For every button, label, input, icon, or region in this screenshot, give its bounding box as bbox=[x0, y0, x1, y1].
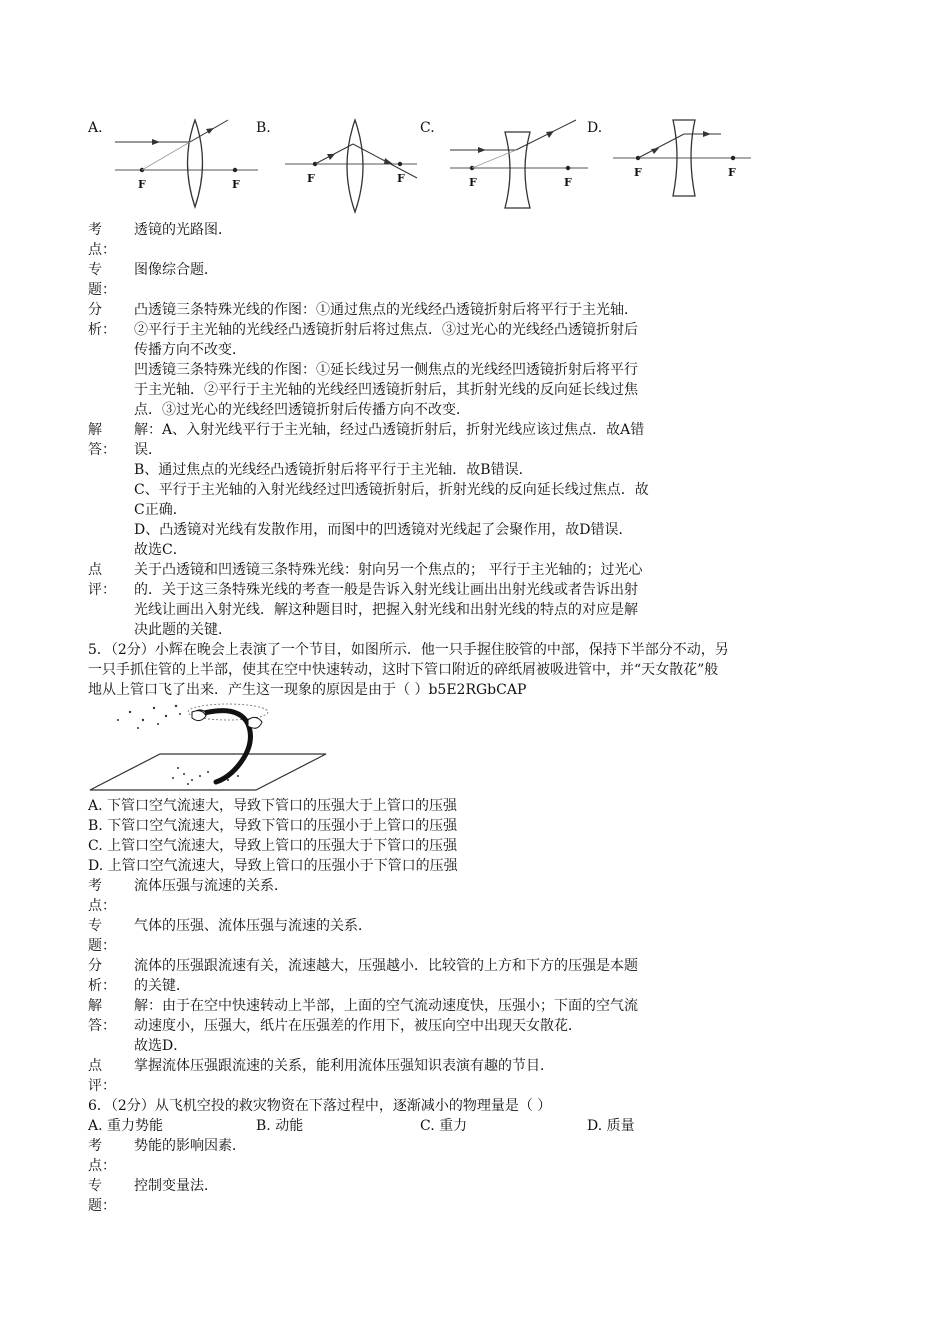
q6-option-c[interactable]: C. 重力 bbox=[420, 1118, 468, 1134]
lens-diagram-b bbox=[285, 118, 420, 218]
q4-kaodian: 透镜的光路图． bbox=[134, 222, 232, 238]
q6-option-a[interactable]: A. 重力势能 bbox=[88, 1118, 164, 1134]
focus-label: F bbox=[307, 172, 315, 185]
kaodian-label: 考 点： bbox=[88, 878, 116, 914]
focus-label: F bbox=[728, 166, 736, 179]
kaodian-label: 考 点： bbox=[88, 1138, 116, 1174]
focus-label: F bbox=[564, 176, 572, 189]
focus-label: F bbox=[469, 176, 477, 189]
q5-dianping: 掌握流体压强跟流速的关系，能利用流体压强知识表演有趣的节目． bbox=[134, 1058, 554, 1074]
figure-option-c-label: C. bbox=[420, 120, 435, 136]
q5-kaodian: 流体压强与流速的关系． bbox=[134, 878, 288, 894]
figure-option-b-label: B. bbox=[256, 120, 271, 136]
focus-label: F bbox=[232, 178, 240, 191]
lens-diagram-a bbox=[110, 112, 260, 212]
tube-experiment-illustration bbox=[88, 694, 328, 794]
q5-stem: 5．（2分）小辉在晚会上表演了一个节目，如图所示．他一只手握住胶管的中部，保持下半部分不动，另 一只手抓住管的上半部，使其在空中快速转动，这时下管口附近的碎纸屑被吸进管中，并“天女散花”般 地从上管口飞了出来．产生这一现象的原因是由于（ ）b5E2RGbCAP bbox=[88, 642, 729, 698]
q6-stem: 6．（2分）从飞机空投的救灾物资在下落过程中，逐渐减小的物理量是（ ） bbox=[88, 1098, 552, 1114]
q5-option-b[interactable]: B. 下管口空气流速大，导致下管口的压强小于上管口的压强 bbox=[88, 818, 458, 834]
q5-zhuanti: 气体的压强、流体压强与流速的关系． bbox=[134, 918, 372, 934]
q4-dianping: 关于凸透镜和凹透镜三条特殊光线：射向另一个焦点的； 平行于主光轴的；过光心 的．关于这三条特殊光线的考查一般是告诉入射光线让画出出射光线或者告诉出射 光线让画出入射光线．解这种题目时，把握入射光线和出射光线的特点的对应是解 决此题的关键． bbox=[134, 562, 643, 638]
q4-fenxi: 凸透镜三条特殊光线的作图：①通过焦点的光线经凸透镜折射后将平行于主光轴． ②平行于主光轴的光线经凸透镜折射后将过焦点．③过光心的光线经凸透镜折射后 传播方向不改变． 凹透镜三条特殊光线的作图：①延长线过另一侧焦点的光线经凹透镜折射后将平行 于主光轴．②平行于主光轴的光线经凹透镜折射后，其折射光线的反向延长线过焦 点．③过光心的光线经凹透镜折射后传播方向不改变． bbox=[134, 302, 638, 418]
jieda-label: 解 答： bbox=[88, 422, 116, 458]
figure-option-a-label: A. bbox=[88, 120, 103, 136]
zhuanti-label: 专 题： bbox=[88, 918, 116, 954]
fenxi-label: 分 析： bbox=[88, 302, 116, 338]
q5-jieda: 解：由于在空中快速转动上半部，上面的空气流动速度快，压强小；下面的空气流 动速度小，压强大，纸片在压强差的作用下，被压向空中出现天女散花． 故选D． bbox=[134, 998, 638, 1054]
q5-option-a[interactable]: A. 下管口空气流速大，导致下管口的压强大于上管口的压强 bbox=[88, 798, 458, 814]
zhuanti-label: 专 题： bbox=[88, 1178, 116, 1214]
q4-jieda: 解：A、入射光线平行于主光轴，经过凸透镜折射后，折射光线应该过焦点．故A错 误． B、通过焦点的光线经凸透镜折射后将平行于主光轴．故B错误． C、平行于主光轴的入射光线经过凹透镜折射后，折射光线的反向延长线过焦点．故 C正确． D、凸透镜对光线有发散作用，而图中的凹透镜对光线起了会聚作用，故D错误． 故选C． bbox=[134, 422, 649, 558]
q6-option-d[interactable]: D. 质量 bbox=[587, 1118, 635, 1134]
q5-option-c[interactable]: C. 上管口空气流速大，导致上管口的压强大于下管口的压强 bbox=[88, 838, 458, 854]
focus-label: F bbox=[138, 178, 146, 191]
q6-option-b[interactable]: B. 动能 bbox=[256, 1118, 304, 1134]
dianping-label: 点 评： bbox=[88, 562, 116, 598]
q6-kaodian: 势能的影响因素． bbox=[134, 1138, 246, 1154]
q6-zhuanti: 控制变量法． bbox=[134, 1178, 218, 1194]
kaodian-label: 考 点： bbox=[88, 222, 116, 258]
zhuanti-label: 专 题： bbox=[88, 262, 116, 298]
fenxi-label: 分 析： bbox=[88, 958, 116, 994]
q5-option-d[interactable]: D. 上管口空气流速大，导致上管口的压强小于下管口的压强 bbox=[88, 858, 458, 874]
q5-fenxi: 流体的压强跟流速有关，流速越大，压强越小．比较管的上方和下方的压强是本题 的关键． bbox=[134, 958, 638, 994]
focus-label: F bbox=[397, 172, 405, 185]
jieda-label: 解 答： bbox=[88, 998, 116, 1034]
figure-option-d-label: D. bbox=[587, 120, 603, 136]
dianping-label: 点 评： bbox=[88, 1058, 116, 1094]
lens-diagram-c bbox=[450, 112, 590, 212]
lens-diagram-d bbox=[613, 116, 753, 206]
q5-options bbox=[88, 796, 458, 876]
q4-zhuanti: 图像综合题． bbox=[134, 262, 218, 278]
focus-label: F bbox=[634, 166, 642, 179]
